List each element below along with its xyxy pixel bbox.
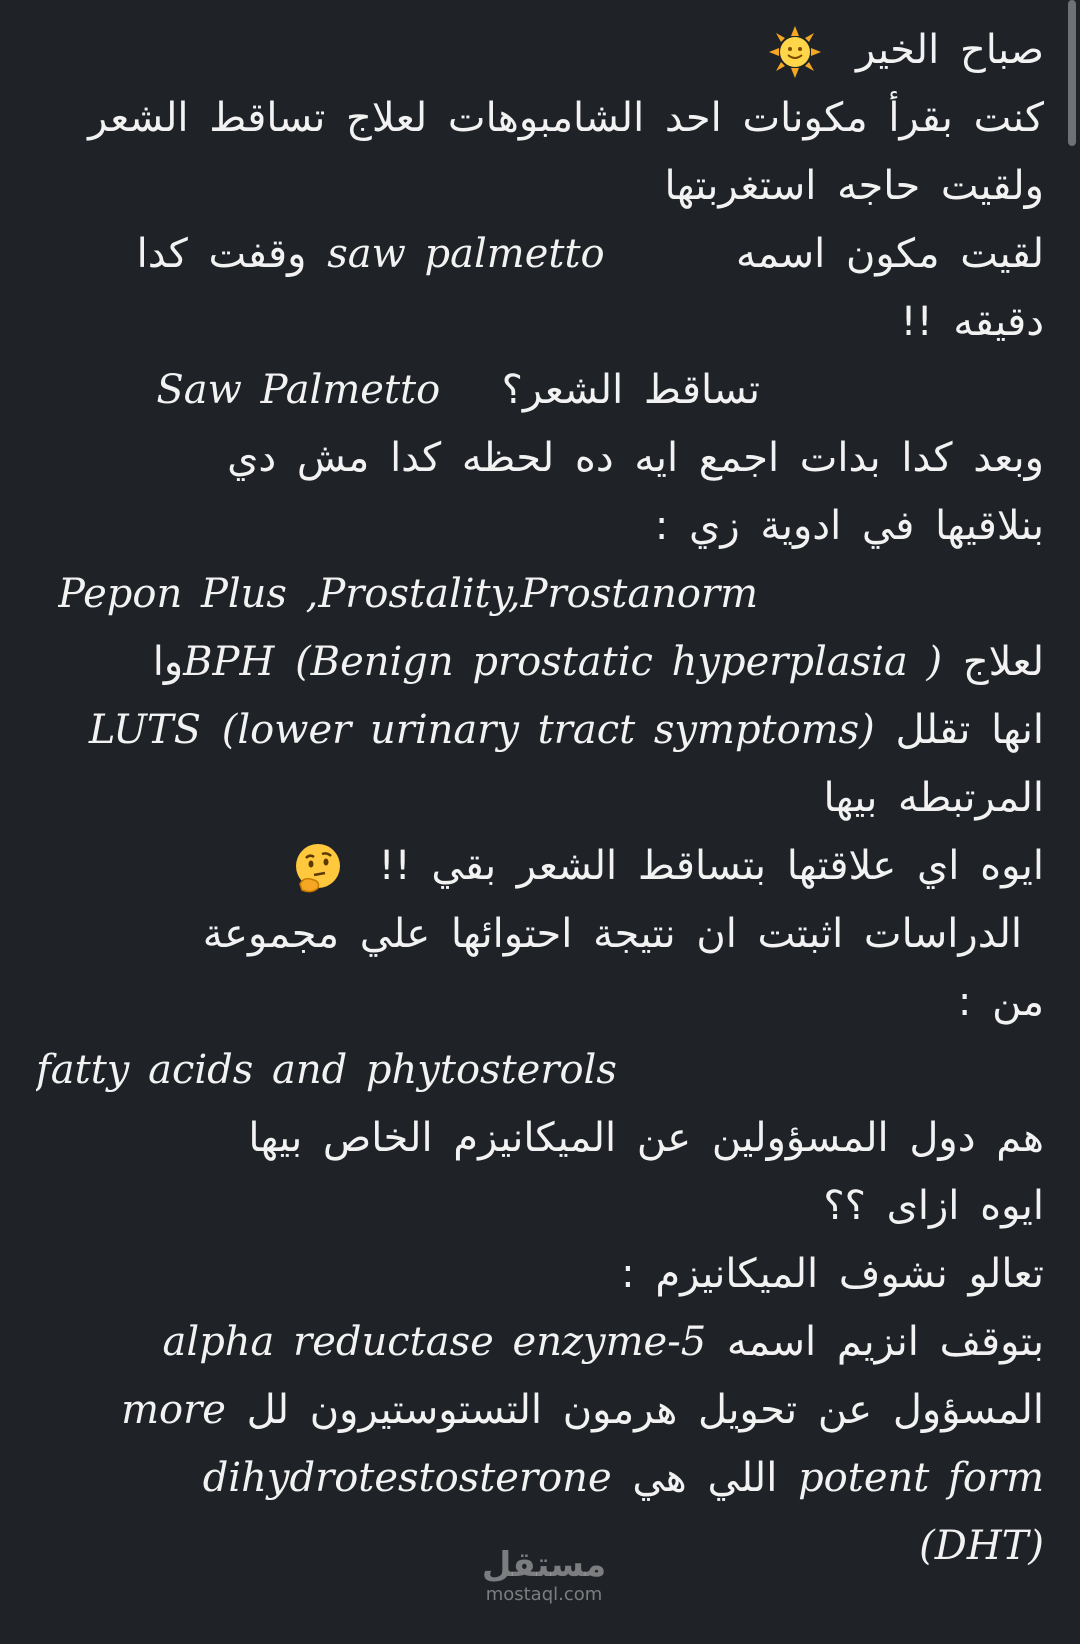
line-12 xyxy=(36,763,1044,834)
mostaql-watermark xyxy=(464,1545,624,1618)
text-line-6-ar: تساقط الشعر؟ xyxy=(501,367,760,413)
line-20 xyxy=(36,1307,1044,1378)
line-14 xyxy=(36,899,1022,970)
line-15 xyxy=(36,967,1044,1038)
sun-with-face-icon xyxy=(767,24,823,80)
line-8 xyxy=(36,491,1044,562)
enzyme-term: alpha reductase enzyme-5 xyxy=(162,1319,707,1365)
greeting-text: صباح الخير xyxy=(855,27,1044,73)
potent-form-term: potent form xyxy=(798,1455,1044,1501)
line-11 xyxy=(36,695,1044,766)
dht-abbr: (DHT) xyxy=(919,1523,1044,1569)
luts-full-term: (lower urinary tract symptoms) xyxy=(221,707,875,753)
text-line-18: ايوه ازاى ؟؟ xyxy=(823,1183,1044,1229)
text-line-22-ar: اللي هي xyxy=(632,1455,778,1501)
bph-abbr: BPH xyxy=(183,639,275,685)
fatty-acids-term: fatty acids and phytosterols xyxy=(36,1047,617,1093)
line-5 xyxy=(36,287,1044,358)
line-18 xyxy=(36,1171,1044,1242)
watermark-url: mostaql.com xyxy=(485,1584,603,1605)
drug-names: Pepon Plus ,Prostality,Prostanorm xyxy=(58,571,759,617)
line-9 xyxy=(58,559,1044,630)
text-line-3: ولقيت حاجه استغربتها xyxy=(664,163,1044,209)
text-line-10-ar: لعلاج xyxy=(962,639,1044,685)
line-10 xyxy=(36,627,1044,698)
text-line-10-ar2: وا xyxy=(152,639,184,685)
saw-palmetto-term: saw palmetto xyxy=(327,231,605,277)
line-4 xyxy=(36,219,1044,290)
line-13 xyxy=(36,831,1044,902)
text-line-11-ar: انها تقلل xyxy=(895,707,1044,753)
text-line-7: وبعد كدا بدات اجمع ايه ده لحظه كدا مش دي xyxy=(227,435,1044,481)
thinking-face-icon xyxy=(290,840,346,896)
watermark-logo: مستقل xyxy=(481,1545,607,1585)
line-22 xyxy=(36,1443,1044,1514)
text-line-4-ar2: وقفت كدا xyxy=(136,231,307,277)
text-line-21-ar: المسؤول عن تحويل هرمون التستوستيرون لل xyxy=(246,1387,1044,1433)
text-line-19: تعالو نشوف الميكانيزم : xyxy=(621,1251,1044,1297)
text-line-17: هم دول المسؤولين عن الميكانيزم الخاص بيها xyxy=(248,1115,1044,1161)
luts-abbr: LUTS xyxy=(88,707,201,753)
text-line-20-ar: بتوقف انزيم اسمه xyxy=(726,1319,1044,1365)
line-greeting xyxy=(36,15,1044,86)
text-line-5: دقيقه !! xyxy=(900,299,1044,345)
text-line-14: الدراسات اثبتت ان نتيجة احتوائها علي مجموعة xyxy=(202,911,1022,957)
line-6 xyxy=(36,355,760,426)
line-21 xyxy=(36,1375,1044,1446)
text-line-8: بنلاقيها في ادوية زي : xyxy=(654,503,1044,549)
line-17 xyxy=(36,1103,1044,1174)
text-line-13: ايوه اي علاقتها بتساقط الشعر بقي !! xyxy=(378,843,1044,889)
text-line-2: كنت بقرأ مكونات احد الشامبوهات لعلاج تساقط الشعر xyxy=(88,95,1044,141)
saw-palmetto-title: Saw Palmetto xyxy=(156,367,441,413)
line-7 xyxy=(36,423,1044,494)
text-line-15: من : xyxy=(957,979,1044,1025)
dht-full-term: dihydrotestosterone xyxy=(202,1455,612,1501)
scrollbar[interactable] xyxy=(1068,0,1076,146)
line-19 xyxy=(36,1239,1044,1310)
more-term: more xyxy=(121,1387,226,1433)
line-2 xyxy=(36,83,1044,154)
text-line-12: المرتبطه بيها xyxy=(823,775,1044,821)
line-3 xyxy=(36,151,1044,222)
text-line-4-ar: لقيت مكون اسمه xyxy=(736,231,1044,277)
bph-full-term: (Benign prostatic hyperplasia ) xyxy=(295,639,943,685)
line-16 xyxy=(36,1035,1044,1106)
